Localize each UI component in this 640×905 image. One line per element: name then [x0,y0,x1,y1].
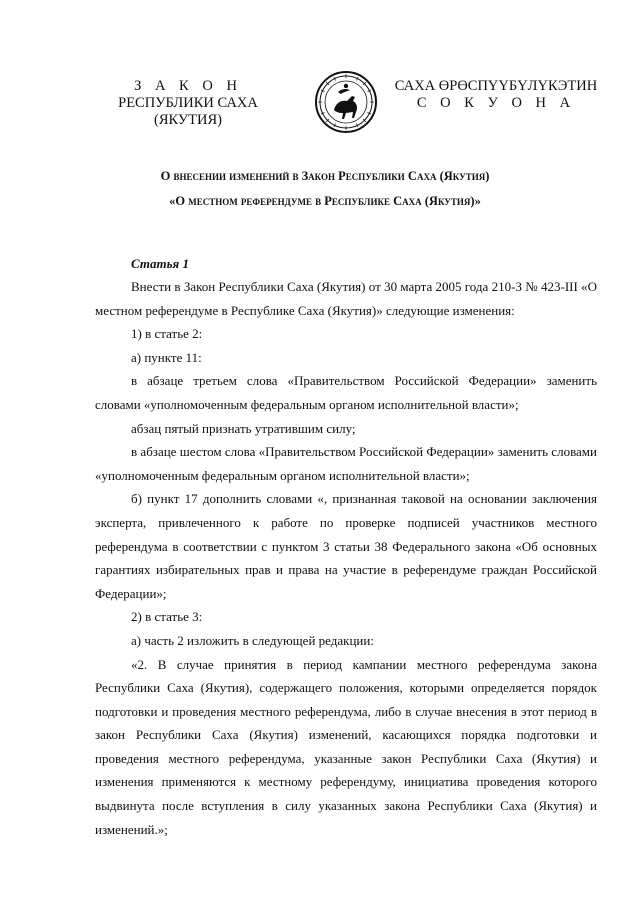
paragraph: а) пункте 11: [131,349,202,365]
paragraph: «2. В случае принятия в период кампании местного референдума закона Республики Саха (Якутия), содержащего положения, которыми определяется порядок подготовки и проведения местного референдума, либо в случае внесения в этот период в закон Республики Саха (Якутия) изменений, касающихся порядка подготовки и проведения местного референдума, указанные закон Республики Саха (Якутия) и изменения применяются к местному референдуму, инициатива проведения которого выдвинута после вступления в силу указанных закона Республики Саха (Якутия) и изменений.»; [95,656,597,837]
paragraph: а) часть 2 изложить в следующей редакции: [131,632,374,648]
paragraph: в абзаце третьем слова «Правительством Российской Федерации» заменить словами «уполномоченным федеральным органом исполнительной власти»; [95,373,597,412]
coat-of-arms-icon [314,70,378,134]
title-line-2: «О местном референдуме в Республике Саха (Якутия)» [169,194,481,208]
header-law-label-ru: З А К О Н [134,78,242,94]
paragraph: в абзаце шестом слова «Правительством Российской Федерации» заменить словами «уполномоченным федеральным органом исполнительной власти»; [95,444,597,483]
paragraph: Внести в Закон Республики Саха (Якутия) от 30 марта 2005 года 210-З № 423-III «О местном референдуме в Республике Саха (Якутия)» следующие изменения: [95,279,597,318]
header-republic-name-ru: РЕСПУБЛИКИ САХА (ЯКУТИЯ) [118,95,258,128]
paragraph: абзац пятый признать утратившим силу; [131,420,356,436]
document-body [95,275,597,841]
header-law-label-sakha: С О К У О Н А [416,95,576,111]
article-heading: Статья 1 [131,256,189,271]
paragraph: б) пункт 17 дополнить словами «, признанная таковой на основании заключения эксперта, привлеченного к работе по проверке подписей участников местного референдума в соответствии с пунктом 3 статьи 38 Федерального закона «Об основных гарантиях избирательных прав и права на участие в референдуме граждан Российской Федерации»; [95,491,597,601]
paragraph: 1) в статье 2: [131,326,203,342]
header-right-block [376,78,616,112]
document-title [60,164,590,214]
title-line-1: О внесении изменений в Закон Республики Саха (Якутия) [160,169,490,183]
paragraph: 2) в статье 3: [131,609,203,625]
document-header [0,70,640,150]
header-left-block [88,78,288,129]
header-republic-name-sakha: САХА ӨРӨСПҮҮБҮЛҮКЭТИН [394,78,598,94]
